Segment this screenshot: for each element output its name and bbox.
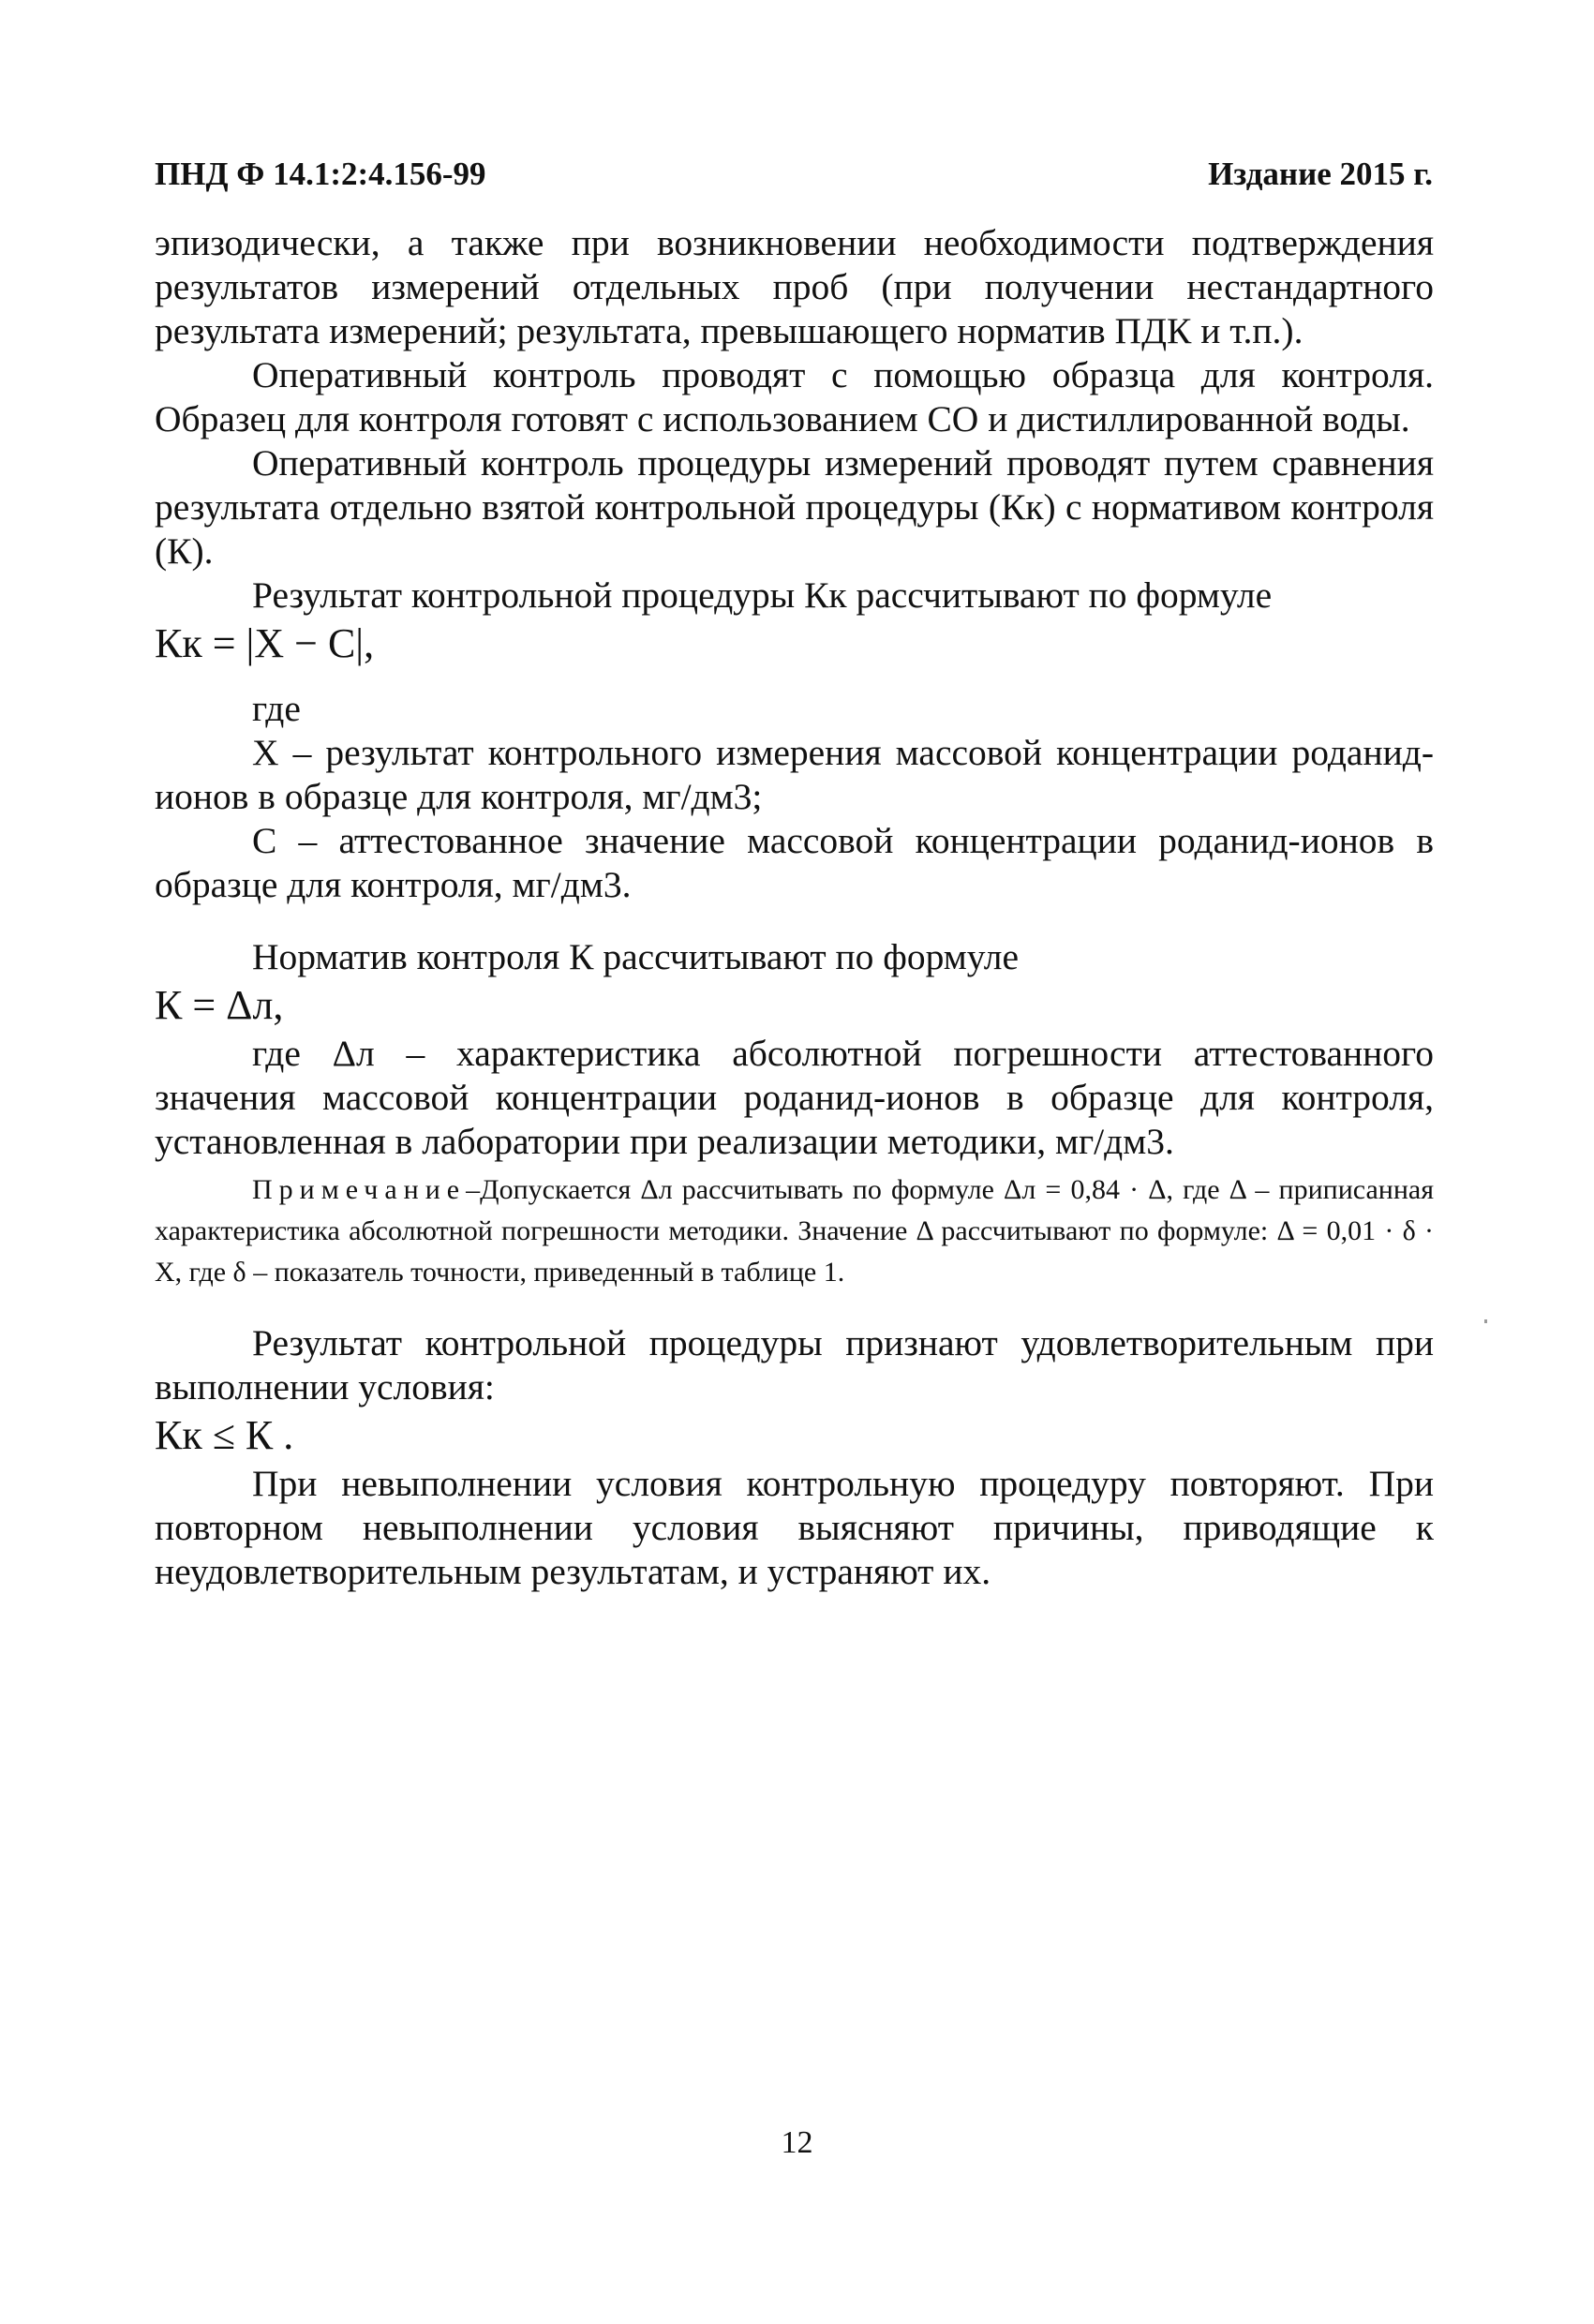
definition-x: X – результат контрольного измерения массовой концентрации роданид-ионов в образце для контроля, мг/дм3;	[155, 732, 1434, 817]
paragraph-norm-formula-intro: Норматив контроля К рассчитывают по формуле	[252, 936, 1020, 977]
note-title: Примечание	[252, 1174, 467, 1205]
note-text: –Допускается Δл рассчитывать по формуле Δл = 0,84 · Δ, где Δ – приписанная характеристика абсолютной погрешности методики. Значение Δ рассчитывают по формуле: Δ = 0,01 · δ · X, где δ – показатель точности, приведенный в таблице 1.	[155, 1174, 1434, 1288]
paragraph-condition-intro: Результат контрольной процедуры признают удовлетворительным при выполнении условия:	[155, 1322, 1434, 1408]
document-code: ПНД Ф 14.1:2:4.156-99	[155, 156, 486, 192]
edition-label: Издание 2015 г.	[1208, 156, 1433, 192]
page-number: 12	[781, 2125, 813, 2160]
formula-kk: Кк = |X − C|,	[155, 620, 375, 666]
paragraph-continuation: эпизодически, а также при возникновении необходимости подтверждения результатов измерений отдельных проб (при получении нестандартного результата измерений; результата, превышающего норматив ПДК и т.п.).	[155, 222, 1434, 351]
note	[155, 1169, 1434, 1293]
formula-k: К = Δл,	[155, 982, 284, 1028]
scan-speck	[1484, 1319, 1487, 1323]
paragraph-repeat-procedure: При невыполнении условия контрольную процедуру повторяют. При повторном невыполнении условия выясняют причины, приводящие к неудовлетворительным результатам, и устраняют их.	[155, 1463, 1434, 1592]
formula-condition: Кк ≤ К .	[155, 1412, 294, 1458]
paragraph-result-formula-intro: Результат контрольной процедуры Кк рассчитывают по формуле	[252, 574, 1273, 616]
definition-c: С – аттестованное значение массовой концентрации роданид-ионов в образце для контроля, мг/дм3.	[155, 820, 1434, 905]
page-header	[155, 156, 1433, 193]
where-label: где	[252, 688, 301, 729]
document-body	[155, 221, 1434, 1594]
paragraph-control-sample: Оперативный контроль проводят с помощью образца для контроля. Образец для контроля готовят с использованием СО и дистиллированной воды.	[155, 354, 1434, 439]
definition-delta: где Δл – характеристика абсолютной погрешности аттестованного значения массовой концентрации роданид-ионов в образце для контроля, установленная в лаборатории при реализации методики, мг/дм3.	[155, 1033, 1434, 1162]
paragraph-operational-control: Оперативный контроль процедуры измерений проводят путем сравнения результата отдельно взятой контрольной процедуры (Кк) с нормативом контроля (К).	[155, 442, 1434, 572]
